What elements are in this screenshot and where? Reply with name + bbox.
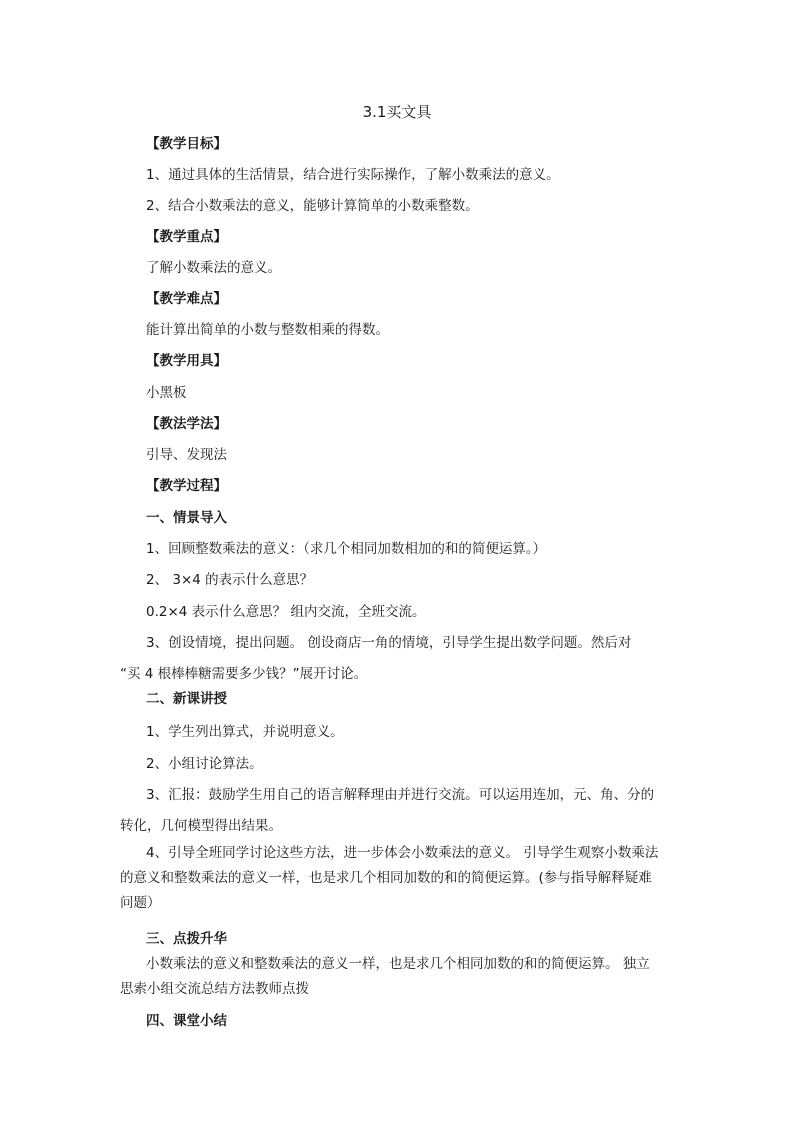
- objective-item-2: 2、结合小数乘法的意义，能够计算简单的小数乘整数。: [146, 198, 479, 214]
- section-2-heading: 二、新课讲授: [146, 691, 227, 707]
- tools-heading: 【教学用具】: [146, 353, 227, 369]
- section-2-paragraph: 1、学生列出算式，并说明意义。: [146, 724, 344, 740]
- section-2-paragraph-cont: 转化，几何模型得出结果。: [120, 818, 282, 834]
- section-1-heading: 一、情景导入: [146, 510, 227, 526]
- page-title: 3.1买文具: [362, 103, 432, 121]
- methods-heading: 【教法学法】: [146, 416, 227, 432]
- section-1-paragraph: 1、回顾整数乘法的意义：（求几个相同加数相加的和的简便运算。）: [146, 541, 547, 557]
- objectives-heading: 【教学目标】: [146, 136, 227, 152]
- section-3-heading: 三、点拨升华: [146, 931, 227, 947]
- section-1-paragraph: 3、创设情境，提出问题。 创设商店一角的情境，引导学生提出数学问题。然后对: [146, 635, 632, 651]
- methods-text: 引导、发现法: [146, 447, 227, 463]
- section-1-paragraph: 2、 3×4 的表示什么意思？: [146, 572, 314, 588]
- section-2-paragraph: 2、小组讨论算法。: [146, 756, 263, 772]
- section-2-paragraph: 4、引导全班同学讨论这些方法，进一步体会小数乘法的意义。 引导学生观察小数乘法: [146, 845, 659, 861]
- difficulties-heading: 【教学难点】: [146, 291, 227, 307]
- section-1-paragraph: 0.2×4 表示什么意思？ 组内交流，全班交流。: [146, 604, 426, 620]
- section-3-paragraph: 小数乘法的意义和整数乘法的意义一样，也是求几个相同加数的和的简便运算。 独立: [146, 956, 650, 972]
- difficulties-text: 能计算出简单的小数与整数相乘的得数。: [146, 322, 389, 338]
- section-2-paragraph: 3、汇报：鼓励学生用自己的语言解释理由并进行交流。可以运用连加，元、角、分的: [146, 787, 655, 803]
- process-heading: 【教学过程】: [146, 478, 227, 494]
- key-points-text: 了解小数乘法的意义。: [146, 260, 281, 276]
- section-1-paragraph-cont: “买 4 根棒棒糖需要多少钱？”展开讨论。: [120, 666, 368, 682]
- section-4-heading: 四、课堂小结: [146, 1013, 227, 1029]
- section-2-paragraph-cont: 的意义和整数乘法的意义一样，也是求几个相同加数的和的简便运算。(参与指导解释疑难: [120, 870, 652, 886]
- tools-text: 小黑板: [146, 385, 187, 401]
- section-3-paragraph-cont: 思索小组交流总结方法教师点拨: [120, 981, 309, 997]
- key-points-heading: 【教学重点】: [146, 229, 227, 245]
- section-2-paragraph-cont: 问题）: [120, 895, 161, 911]
- objective-item-1: 1、通过具体的生活情景，结合进行实际操作，了解小数乘法的意义。: [146, 167, 560, 183]
